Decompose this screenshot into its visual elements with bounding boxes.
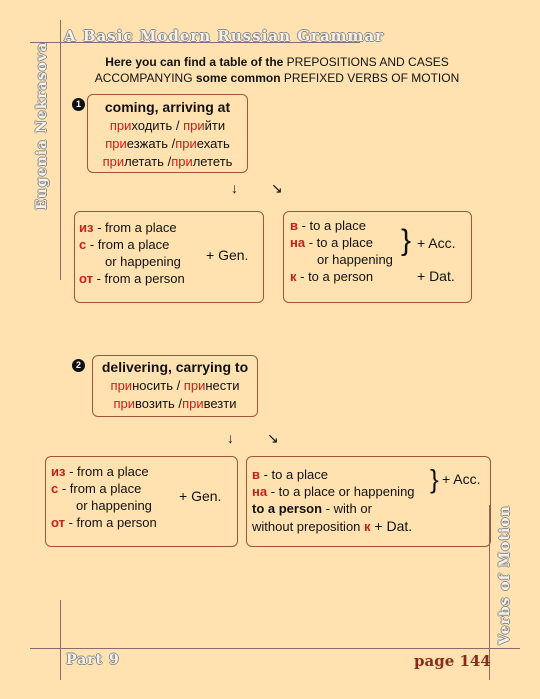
- part-label: Part 9: [66, 652, 120, 668]
- arrow-down-right-icon: ↘: [267, 430, 279, 446]
- frame-line-left-bottom: [60, 600, 61, 680]
- prep-row: на - to a place or happening: [252, 484, 415, 499]
- case-genitive: + Gen.: [206, 247, 249, 263]
- section-2-source-box: [45, 456, 238, 547]
- verb-pair: прилетать /прилететь: [102, 154, 233, 169]
- author-name: Eugenia Nekrasova: [34, 41, 50, 210]
- section-1-destination-box: [283, 211, 472, 303]
- prep-row: к - to a person: [290, 269, 374, 284]
- intro-part-1: Here you can find a table of the: [105, 55, 284, 69]
- case-accusative: + Acc.: [442, 471, 481, 487]
- section-1-verb-box: [87, 94, 248, 173]
- prep-row: or happening: [76, 498, 152, 513]
- verb-pair: приезжать /приехать: [105, 136, 230, 151]
- section-1-title: coming, arriving at: [104, 99, 231, 115]
- brace-icon: }: [430, 464, 439, 494]
- section-1-source-box: [74, 211, 264, 303]
- arrow-down-icon: ↓: [227, 430, 234, 446]
- verb-pair: приходить / прийти: [109, 118, 226, 133]
- verb-pair: привозить /привезти: [113, 396, 237, 411]
- prep-row: на - to a place: [290, 235, 374, 250]
- case-accusative: + Acc.: [417, 235, 456, 251]
- intro-part-4: some common: [195, 71, 281, 85]
- arrow-down-icon: ↓: [231, 180, 238, 196]
- intro-part-2: PREPOSITIONS AND CASES: [283, 55, 449, 69]
- frame-line-bottom: [30, 648, 520, 649]
- chapter-topic: Verbs of Motion: [497, 505, 513, 645]
- prep-row: в - to a place: [252, 467, 328, 482]
- case-genitive: + Gen.: [179, 488, 222, 504]
- prep-row: от - from a person: [79, 271, 185, 286]
- section-2-destination-box: [246, 456, 491, 547]
- page-number: page 144: [414, 652, 491, 670]
- intro-text: [72, 54, 482, 86]
- prep-row: в - to a place: [290, 218, 366, 233]
- book-title: A Basic Modern Russian Grammar: [64, 27, 385, 45]
- prep-row: из - from a place: [51, 464, 149, 479]
- case-dative: + Dat.: [417, 268, 455, 284]
- prep-row: с - from a place: [79, 237, 170, 252]
- section-2-number: 2: [72, 359, 85, 372]
- prep-row: от - from a person: [51, 515, 157, 530]
- verb-pair: приносить / принести: [110, 378, 240, 393]
- section-2-verb-box: [92, 355, 258, 417]
- section-1-number: 1: [72, 98, 85, 111]
- section-2-title: delivering, carrying to: [101, 359, 249, 375]
- prep-row: to a person - with or: [252, 501, 372, 516]
- prep-row: without preposition к + Dat.: [252, 518, 413, 534]
- intro-part-5: PREFIXED VERBS OF MOTION: [280, 71, 460, 85]
- frame-line-left: [60, 20, 61, 280]
- brace-icon: }: [401, 224, 412, 257]
- prep-row: or happening: [317, 252, 393, 267]
- arrow-down-right-icon: ↘: [271, 180, 283, 196]
- prep-row: из - from a place: [79, 220, 177, 235]
- intro-part-3: ACCOMPANYING: [94, 71, 196, 85]
- prep-row: с - from a place: [51, 481, 142, 496]
- prep-row: or happening: [105, 254, 181, 269]
